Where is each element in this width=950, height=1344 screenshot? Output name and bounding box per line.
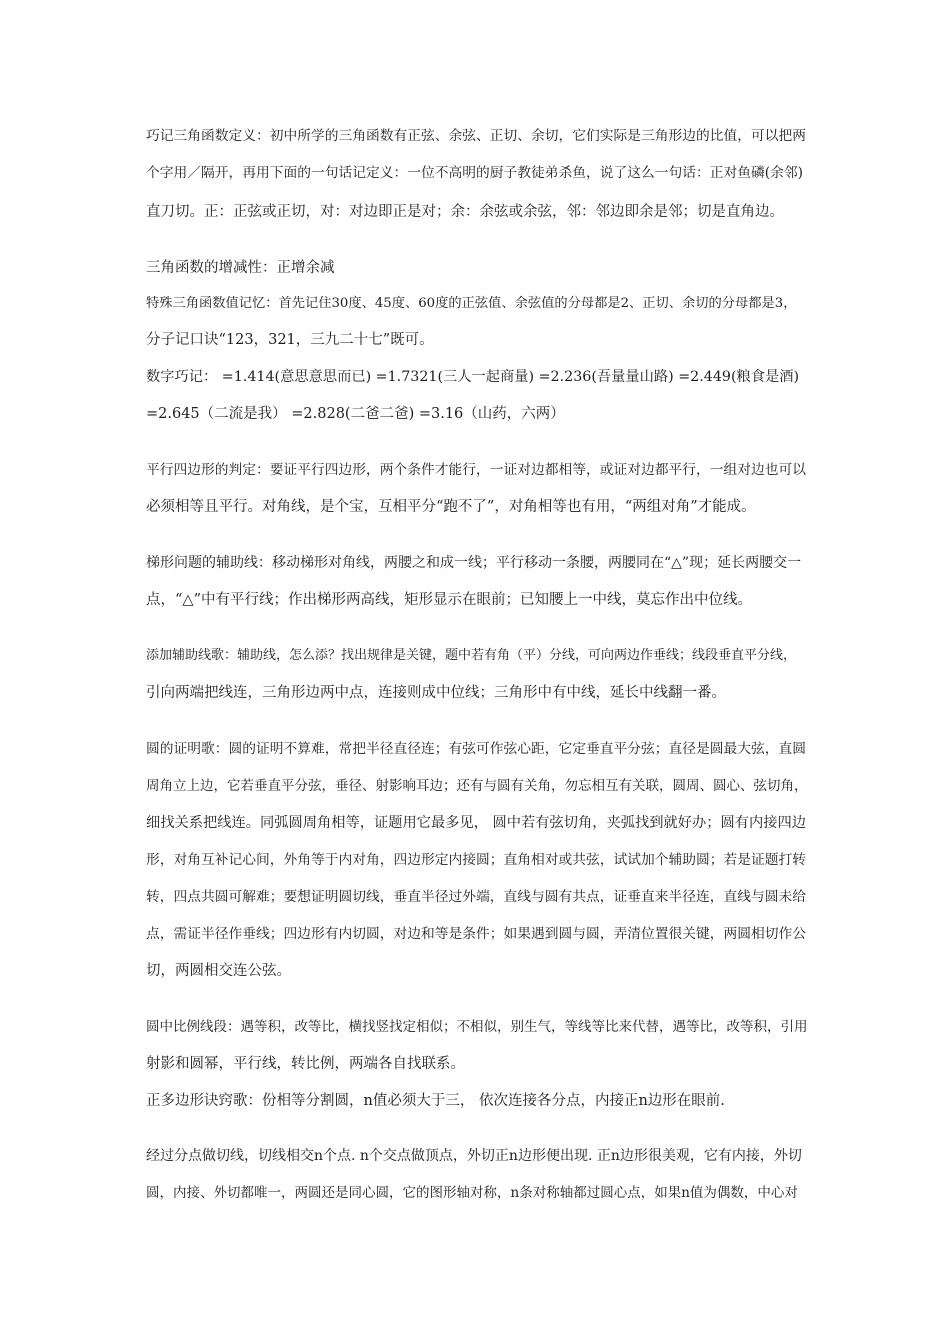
text-line: 分子记口诀“123，321，三九二十七”既可。 bbox=[146, 332, 434, 348]
text-line: 巧记三角函数定义：初中所学的三角函数有正弦、余弦、正切、余切，它们实际是三角形边的比值，可以把两 bbox=[146, 128, 807, 144]
text-line: 数字巧记： =1.414(意思意思而已) =1.7321(三人一起商量) =2.236(吾量量山路) =2.449(粮食是酒) bbox=[146, 369, 800, 385]
text-line: 必须相等且平行。对角线，是个宝，互相平分“跑不了”，对角相等也有用，“两组对角”才能成。 bbox=[146, 499, 756, 515]
text-line: 引向两端把线连，三角形边两中点，连接则成中位线；三角形中有中线，延长中线翻一番。 bbox=[146, 685, 726, 701]
text-line: 转，四点共圆可解难；要想证明圆切线，垂直半径过外端，直线与圆有共点，证垂直来半径连，直线与圆未给 bbox=[146, 889, 807, 905]
text-line: =2.645（二流是我） =2.828(二爸二爸) =3.16（山药，六两） bbox=[146, 406, 565, 422]
text-line: 直刀切。正：正弦或正切，对：对边即正是对；余：余弦或余弦，邻：邻边即余是邻；切是直角边。 bbox=[146, 204, 784, 220]
text-line: 平行四边形的判定：要证平行四边形，两个条件才能行，一证对边都相等，或证对边都平行，一组对边也可以 bbox=[146, 462, 807, 478]
text-line: 切，两圆相交连公弦。 bbox=[146, 963, 291, 979]
text-line: 个字用／隔开，再用下面的一句话记定义：一位不高明的厨子教徒弟杀鱼，说了这么一句话：正对鱼磷(余邻) bbox=[146, 165, 803, 181]
text-line: 点，需证半径作垂线；四边形有内切圆，对边和等是条件；如果遇到圆与圆，弄清位置很关键，两圆相切作公 bbox=[146, 926, 807, 942]
text-line: 梯形问题的辅助线：移动梯形对角线，两腰之和成一线；平行移动一条腰，两腰同在“△”现；延长两腰交一 bbox=[146, 555, 802, 571]
text-line: 添加辅助线歌：辅助线，怎么添？找出规律是关键，题中若有角（平）分线，可向两边作垂线；线段垂直平分线， bbox=[146, 648, 797, 663]
text-line: 形，对角互补记心间，外角等于内对角，四边形定内接圆；直角相对或共弦，试试加个辅助圆；若是证题打转 bbox=[146, 852, 807, 868]
text-line: 正多边形诀窍歌：份相等分割圆，n值必须大于三， 依次连接各分点，内接正n边形在眼前. bbox=[146, 1093, 725, 1109]
text-line: 特殊三角函数值记忆：首先记住30度、45度、60度的正弦值、余弦值的分母都是2、正切、余切的分母都是3， bbox=[146, 296, 797, 311]
text-line: 圆的证明歌：圆的证明不算难，常把半径直径连；有弦可作弦心距，它定垂直平分弦；直径是圆最大弦，直圆 bbox=[146, 741, 807, 757]
text-line: 圆，内接、外切都唯一，两圆还是同心圆，它的图形轴对称，n条对称轴都过圆心点，如果n值为偶数，中心对 bbox=[146, 1185, 798, 1201]
text-line: 圆中比例线段：遇等积，改等比，横找竖找定相似；不相似，别生气，等线等比来代替，遇等比，改等积，引用 bbox=[146, 1019, 808, 1035]
text-line: 三角函数的增减性：正增余减 bbox=[146, 260, 335, 276]
text-line: 细找关系把线连。同弧圆周角相等，证题用它最多见， 圆中若有弦切角，夹弧找到就好办；圆有内接四边 bbox=[146, 815, 807, 831]
text-line: 经过分点做切线，切线相交n个点. n个交点做顶点，外切正n边形便出现. 正n边形很美观，它有内接，外切 bbox=[146, 1148, 802, 1164]
text-line: 点，“△”中有平行线；作出梯形两高线，矩形显示在眼前；已知腰上一中线，莫忘作出中位线。 bbox=[146, 592, 752, 608]
text-line: 周角立上边，它若垂直平分弦，垂径、射影响耳边；还有与圆有关角，勿忘相互有关联，圆周、圆心、弦切角， bbox=[146, 778, 808, 794]
text-line: 射影和圆幂，平行线，转比例，两端各自找联系。 bbox=[146, 1056, 465, 1072]
